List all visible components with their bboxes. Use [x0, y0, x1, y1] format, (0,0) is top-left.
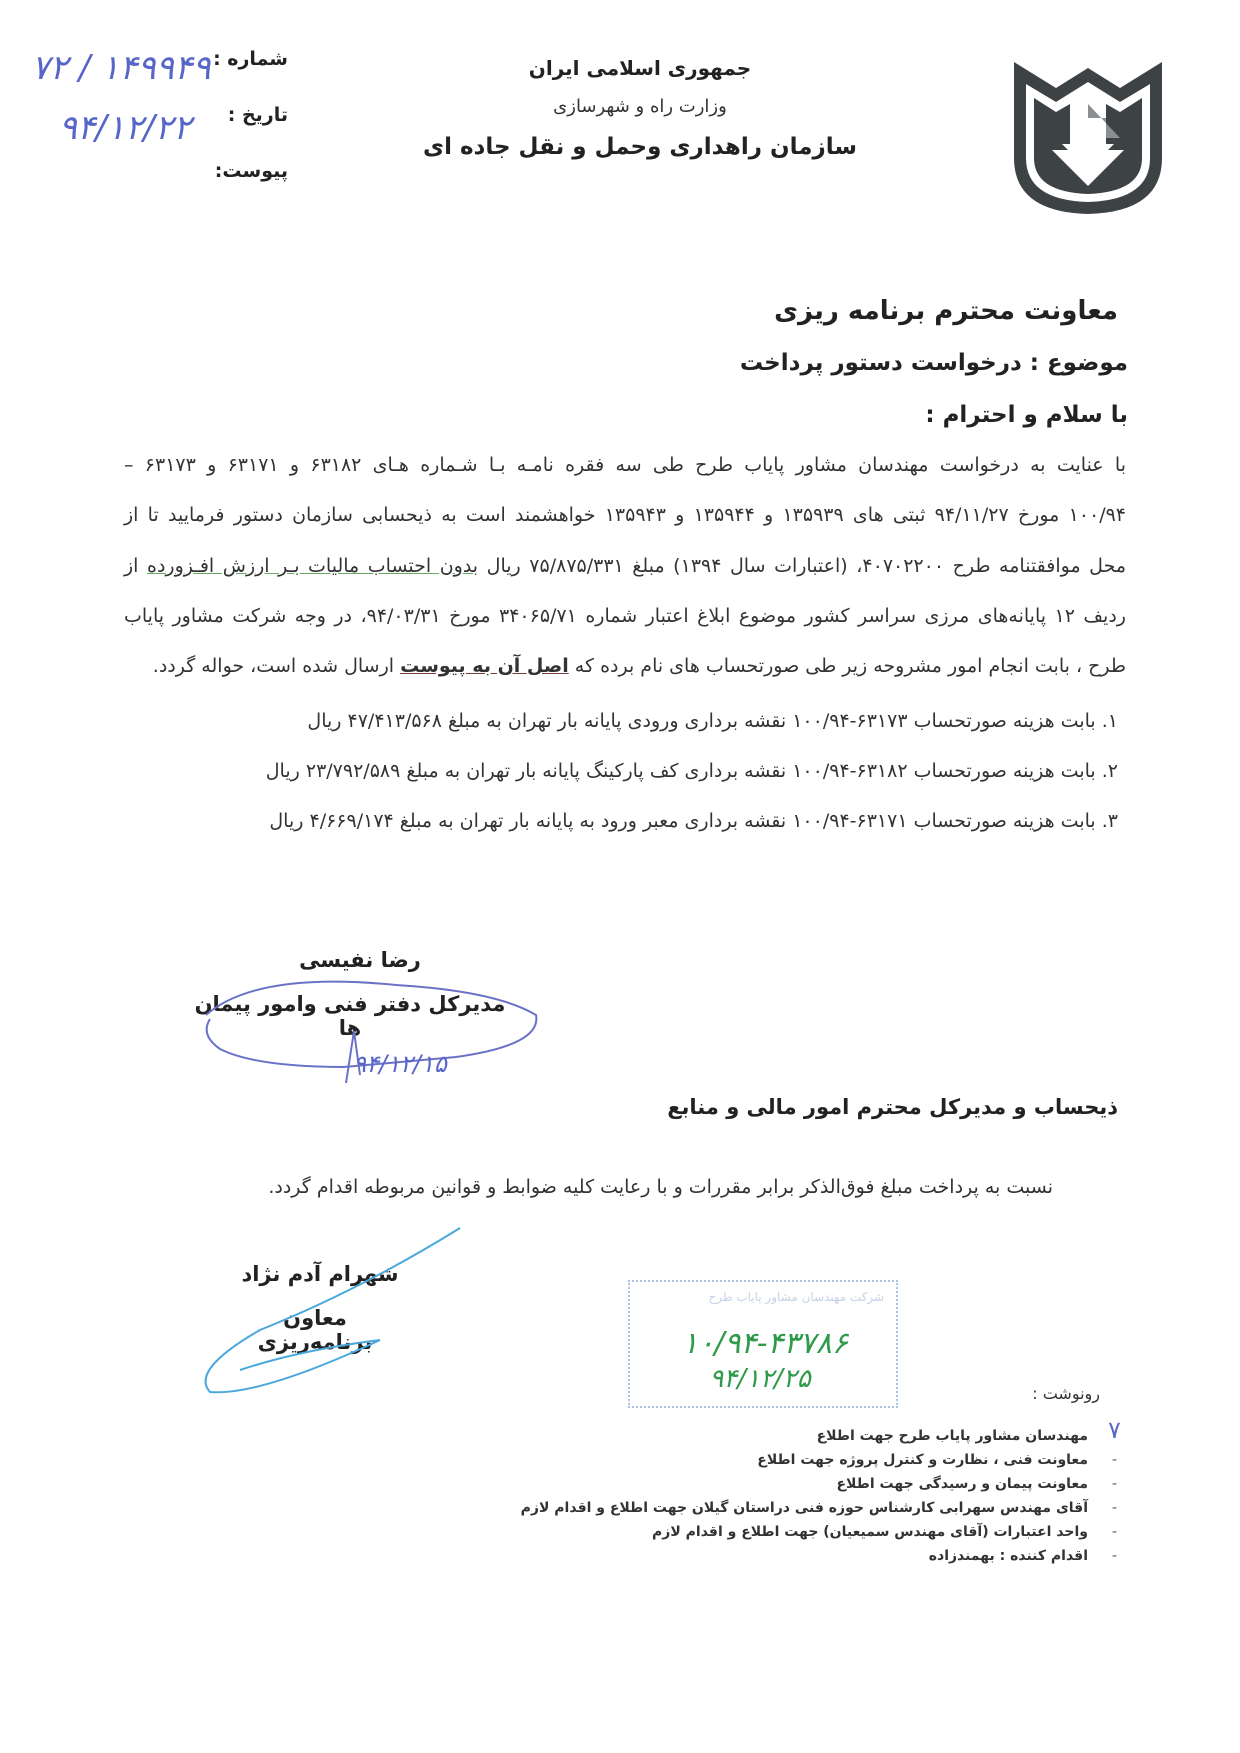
signatory-1-name: رضا نفیسی	[299, 948, 421, 972]
referral-recipient: ذیحساب و مدیرکل محترم امور مالی و منابع	[667, 1095, 1118, 1119]
cc-bullet: -	[1112, 1548, 1118, 1564]
cc-item-5: واحد اعتبارات (آقای مهندس سمیعیان) جهت اطلاع و اقدام لازم	[652, 1524, 1088, 1540]
cc-bullet: -	[1112, 1452, 1118, 1468]
cc-label: رونوشت :	[1032, 1384, 1100, 1403]
receipt-stamp	[628, 1280, 898, 1408]
road-transport-organization-logo-icon	[1008, 58, 1168, 218]
cc-bullet: -	[1112, 1524, 1118, 1540]
body-line-4: ردیف ۱۲ پایانه‌های مرزی سراسر کشور موضوع ابلاغ اعتبار شماره ۳۴۰۶۵/۷۱ مورخ ۹۴/۰۳/۳۱، در وجه شرکت مشاور پایاب	[124, 605, 1126, 627]
body-line-2: ۱۰۰/۹۴ مورخ ۹۴/۱۱/۲۷ ثبتی های ۱۳۵۹۳۹ و ۱۳۵۹۴۴ و ۱۳۵۹۴۳ خواهشمند است به ذیحسابی سازمان دستور فرمایید تا از	[124, 504, 1127, 526]
cc-item-2: معاونت فنی ، نظارت و کنترل پروژه جهت اطلاع	[757, 1452, 1088, 1468]
signatory-2-name: شهرام آدم نژاد	[241, 1262, 399, 1286]
cc-item-6: اقدام کننده : بهمندزاده	[928, 1548, 1088, 1564]
body-line-3-text: محل موافقتنامه طرح ۴۰۷۰۲۲۰۰، (اعتبارات سال ۱۳۹۴) مبلغ ۷۵/۸۷۵/۳۳۱ ریال	[478, 555, 1127, 577]
cc-bullet: -	[1112, 1500, 1118, 1516]
stamp-registration-number: ۱۰/۹۴-۴۳۷۸۶	[682, 1326, 848, 1361]
attachment-label: پیوست:	[214, 160, 288, 182]
invoice-item-3: ۳. بابت هزینه صورتحساب ۶۳۱۷۱-۱۰۰/۹۴ نقشه برداری معبر ورود به پایانه بار تهران به مبلغ ۴/۶۶۹/۱۷۴ ریال	[269, 810, 1118, 832]
cc-bullet: -	[1112, 1476, 1118, 1492]
body-line-5-text: طرح ، بابت انجام امور مشروحه زیر طی صورتحساب های نام برده که	[568, 655, 1126, 677]
handwritten-letter-number: ۱۴۹۹۴۹ / ۷۲	[31, 48, 211, 88]
body-line-1: با عنایت به درخواست مهندسان مشاور پایاب طرح طی سه فقره نامـه بـا شـماره هـای ۶۳۱۸۲ و ۶۳۱۷۱ و ۶۳۱۷۳ –	[124, 454, 1127, 476]
tax-exclusion-note: بدون احتساب مالیات بـر ارزش افـزورده	[147, 555, 479, 577]
signatory-1-title: مدیرکل دفتر فنی وامور پیمان ها	[194, 992, 506, 1040]
stamp-company-text: شرکت مهندسان مشاور پایاب طرح	[708, 1290, 884, 1304]
signatory-1-handwritten-date: ۹۴/۱۲/۱۵	[353, 1050, 447, 1078]
body-line-3	[124, 555, 1126, 577]
number-label: شماره :	[213, 48, 288, 70]
stamp-registration-date: ۹۴/۱۲/۲۵	[709, 1364, 811, 1394]
cc-item-4: آقای مهندس سهرابی کارشناس حوزه فنی دراستان گیلان جهت اطلاع و اقدام لازم	[520, 1500, 1088, 1516]
country-name: جمهوری اسلامی ایران	[528, 56, 752, 80]
attachment-emphasis: اصل آن به پیوست	[400, 655, 569, 677]
body-line-5-end: ارسال شده است، حواله گردد.	[152, 655, 401, 677]
cc-item-1: مهندسان مشاور پایاب طرح جهت اطلاع	[816, 1428, 1088, 1444]
cc-handwritten-mark: ۷	[1108, 1416, 1121, 1444]
cc-item-3: معاونت پیمان و رسیدگی جهت اطلاع	[836, 1476, 1088, 1492]
subject-line: موضوع : درخواست دستور پرداخت	[739, 350, 1128, 376]
greeting: با سلام و احترام :	[925, 402, 1128, 428]
body-line-3-end: از	[124, 555, 148, 577]
invoice-item-1: ۱. بابت هزینه صورتحساب ۶۳۱۷۳-۱۰۰/۹۴ نقشه برداری ورودی پایانه بار تهران به مبلغ ۴۷/۴۱۳/۵۶۸ ریال	[307, 710, 1118, 732]
signatory-2-title: معاون برنامه‌ریزی	[257, 1306, 373, 1354]
body-line-5	[124, 655, 1126, 677]
referral-instruction: نسبت به پرداخت مبلغ فوق‌الذکر برابر مقررات و با رعایت کلیه ضوابط و قوانین مربوطه اقدام گردد.	[268, 1176, 1053, 1198]
recipient-heading: معاونت محترم برنامه ریزی	[774, 296, 1118, 326]
handwritten-letter-date: ۹۴/۱۲/۲۲	[58, 108, 192, 148]
invoice-item-2: ۲. بابت هزینه صورتحساب ۶۳۱۸۲-۱۰۰/۹۴ نقشه برداری کف پارکینگ پایانه بار تهران به مبلغ ۲۳/۷۹۲/۵۸۹ ریال	[265, 760, 1118, 782]
ministry-name: وزارت راه و شهرسازی	[553, 96, 727, 117]
signature-2-scribble-icon	[180, 1220, 480, 1400]
date-label: تاریخ :	[227, 104, 288, 126]
organization-name: سازمان راهداری وحمل و نقل جاده ای	[422, 134, 857, 160]
